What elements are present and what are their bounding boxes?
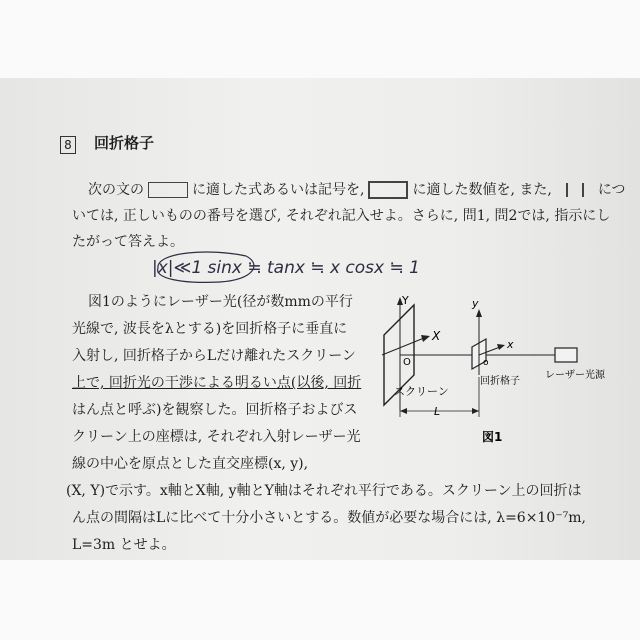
label-Y: Y	[402, 295, 409, 307]
intro-text-b: に適した式あるいは記号を,	[192, 182, 365, 198]
body-line-1: 図1のようにレーザー光(径が数mmの平行	[88, 294, 353, 310]
dim-arrow-right	[472, 408, 479, 414]
choice-bar-right	[582, 183, 584, 197]
label-y: y	[472, 297, 479, 310]
label-X: X	[432, 329, 441, 343]
label-L: L	[434, 405, 441, 418]
body-line-8: (X, Y)で示す。x軸とX軸, y軸とY軸はそれぞれ平行である。スクリーン上の回折は	[66, 483, 582, 499]
label-o-grating: o	[483, 358, 489, 368]
problem-title: 回折格子	[94, 134, 155, 152]
laser-source	[555, 348, 577, 362]
intro-text-a: 次の文の	[88, 182, 144, 198]
label-laser: レーザー光源	[545, 370, 605, 381]
label-x: x	[507, 338, 514, 351]
grating-x-arrow	[497, 344, 505, 350]
label-O-screen: O	[403, 357, 411, 368]
grating-y-arrow	[476, 309, 482, 317]
body-line-4: 上で, 回折光の干渉による明るい点(以後, 回折	[72, 375, 362, 391]
label-grating: 回折格子	[480, 376, 520, 387]
background-bottom	[0, 560, 640, 640]
body-line-10: L=3m とせよ。	[72, 537, 176, 553]
problem-number: 8	[60, 136, 76, 154]
handwritten-note	[150, 246, 500, 286]
blank-formula-box	[148, 182, 188, 198]
handwritten-formula: |x|≪1 sinx ≒ tanx ≒ x cosx ≒ 1	[152, 258, 420, 278]
intro-line-1	[88, 181, 626, 199]
intro-text-c: に適した数値を, また,	[412, 182, 552, 198]
choice-bar-left	[566, 183, 568, 197]
body-line-6: クリーン上の座標は, それぞれ入射レーザー光	[72, 429, 361, 445]
body-line-9: ん点の間隔はLに比べて十分小さいとする。数値が必要な場合には, λ=6×10⁻⁷m,	[72, 510, 586, 526]
blank-number-box	[368, 181, 408, 199]
dim-arrow-left	[400, 408, 407, 414]
intro-line-2: いては, 正しいものの番号を選び, それぞれ記入せよ。さらに, 問1, 問2では, 指示にし	[72, 208, 611, 224]
screen-x-axis	[382, 338, 424, 355]
figure-1	[360, 295, 630, 455]
body-line-7: 線の中心を原点とした直交座標(x, y),	[72, 456, 309, 472]
figure-caption: 図1	[482, 430, 503, 444]
screen-x-arrow	[421, 335, 430, 342]
background-top	[0, 0, 640, 78]
body-line-2: 光線で, 波長をλとする)を回折格子に垂直に	[72, 321, 348, 337]
intro-line-3: たがって答えよ。	[72, 234, 184, 250]
intro-text-d: につ	[597, 182, 626, 198]
body-line-3: 入射し, 回折格子からLだけ離れたスクリーン	[72, 348, 356, 364]
body-line-5: はん点と呼ぶ)を観察した。回折格子およびス	[72, 402, 358, 418]
label-screen: スクリーン	[394, 385, 449, 398]
